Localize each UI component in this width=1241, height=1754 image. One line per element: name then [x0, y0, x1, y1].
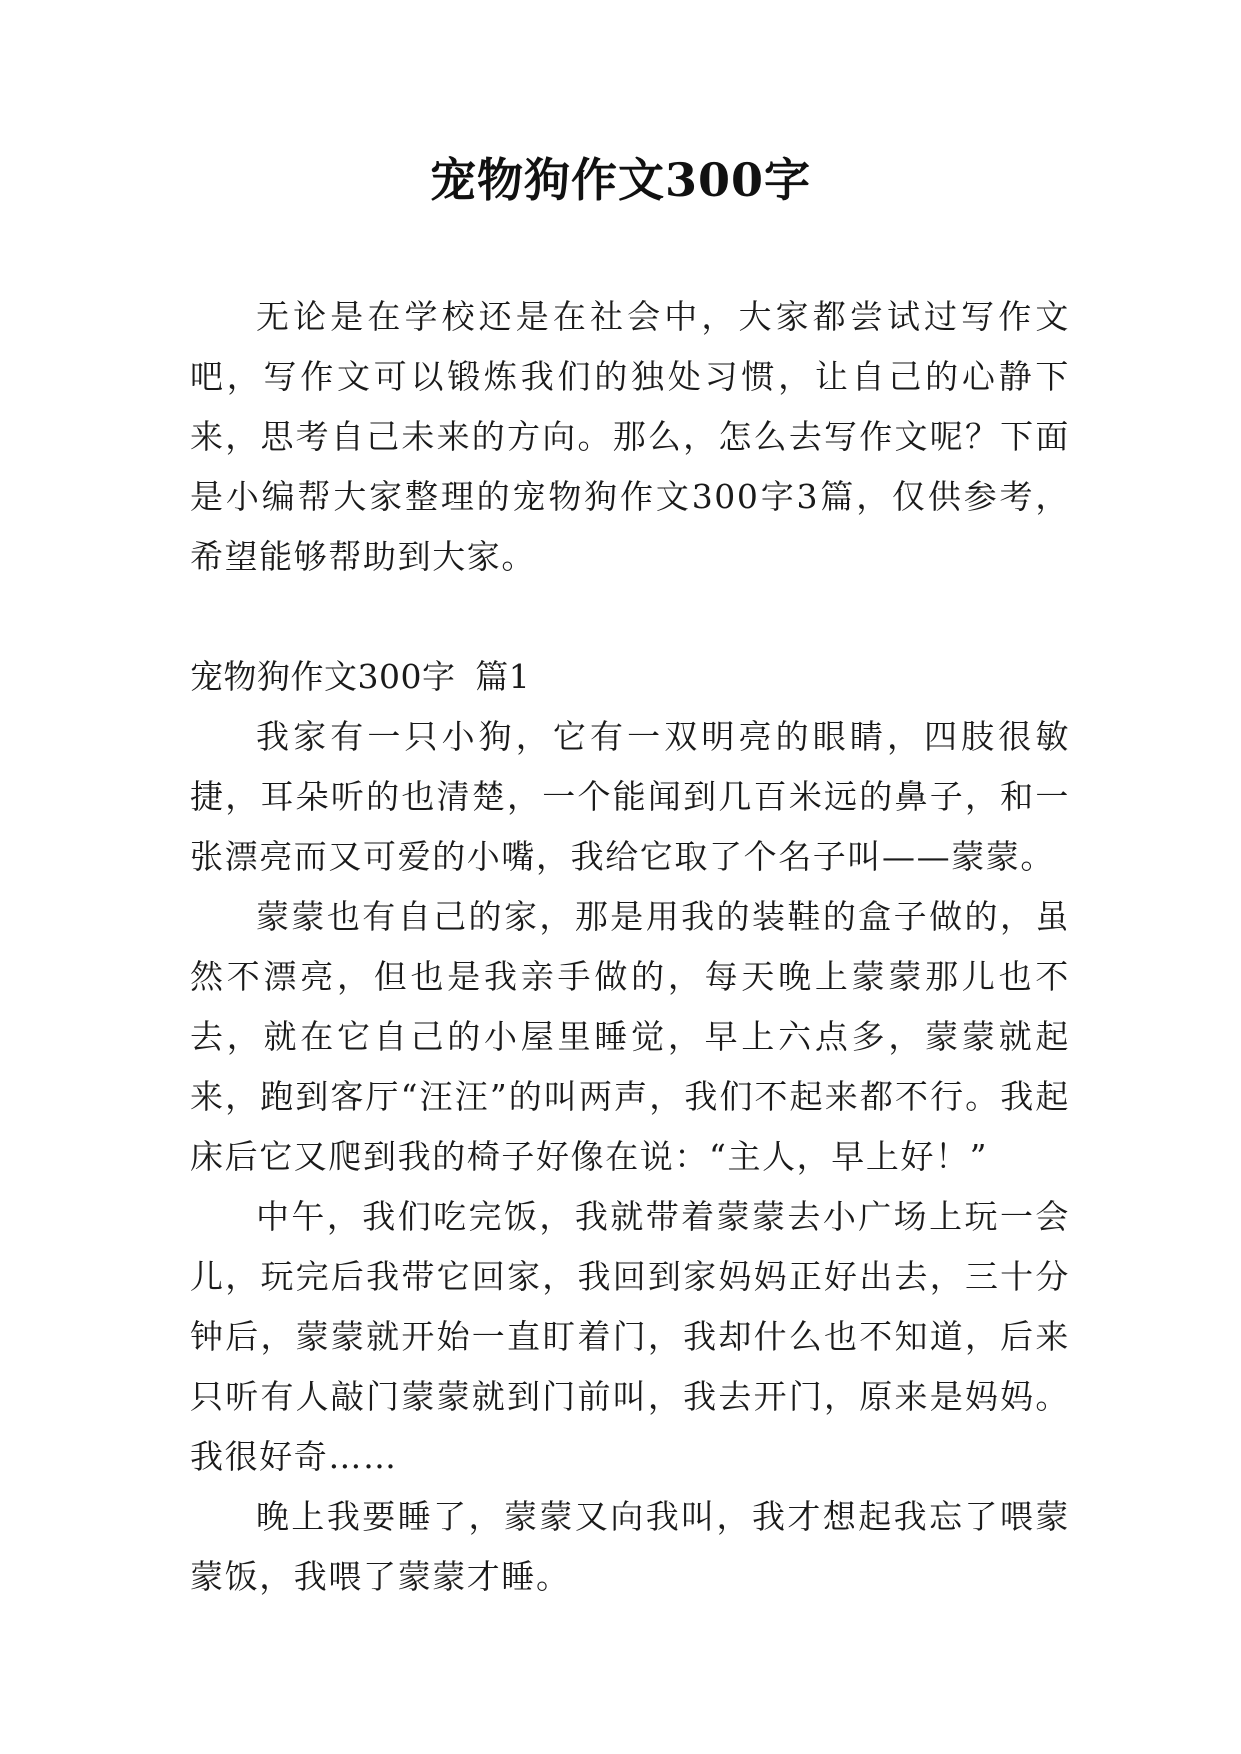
document-title: 宠物狗作文300字 [429, 153, 812, 207]
essay-paragraph-1: 我家有一只小狗，它有一双明亮的眼睛，四肢很敏捷，耳朵听的也清楚，一个能闻到几百米远的鼻子，和一张漂亮而又可爱的小嘴，我给它取了个名子叫——蒙蒙。 [190, 717, 1070, 876]
section-number: 篇1 [475, 657, 531, 696]
section-heading-text: 宠物狗作文300字 [190, 657, 456, 696]
essay-paragraph-3: 中午，我们吃完饭，我就带着蒙蒙去小广场上玩一会儿，玩完后我带它回家，我回到家妈妈正好出去，三十分钟后，蒙蒙就开始一直盯着门，我却什么也不知道，后来只听有人敲门蒙蒙就到门前叫，我去开门，原来是妈妈。我很好奇…… [190, 1197, 1070, 1476]
section-heading [190, 647, 1070, 707]
intro-paragraph: 无论是在学校还是在社会中，大家都尝试过写作文吧，写作文可以锻炼我们的独处习惯，让自己的心静下来，思考自己未来的方向。那么，怎么去写作文呢？下面是小编帮大家整理的宠物狗作文300字3篇，仅供参考，希望能够帮助到大家。 [190, 297, 1070, 576]
essay-paragraph-4: 晚上我要睡了，蒙蒙又向我叫，我才想起我忘了喂蒙蒙饭，我喂了蒙蒙才睡。 [190, 1497, 1070, 1596]
essay-paragraph-2: 蒙蒙也有自己的家，那是用我的装鞋的盒子做的，虽然不漂亮，但也是我亲手做的，每天晚上蒙蒙那儿也不去，就在它自己的小屋里睡觉，早上六点多，蒙蒙就起来，跑到客厅“汪汪”的叫两声，我们不起来都不行。我起床后它又爬到我的椅子好像在说：“主人，早上好！” [190, 897, 1070, 1176]
document-body [190, 287, 1070, 1607]
